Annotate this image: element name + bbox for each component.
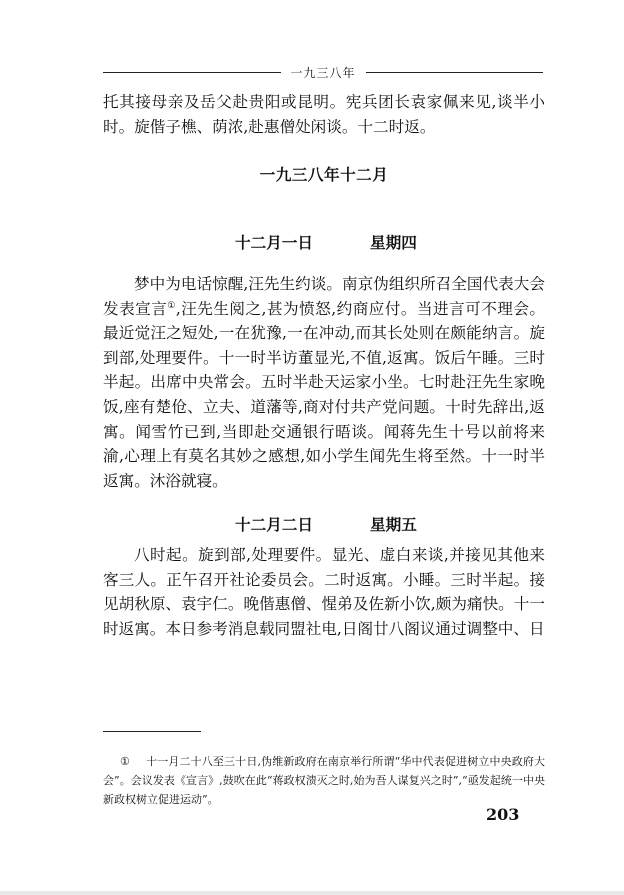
footnote [103, 752, 545, 809]
footnote-ref-1[interactable]: ① [167, 300, 176, 311]
entry-1-weekday: 星期四 [370, 233, 417, 252]
running-header [103, 64, 543, 80]
entry-1-body-part2: ,汪先生阅之,甚为愤怒,约商应付。当进言可不理会。最近觉汪之短处,一在犹豫,一在冲动,而其长处则在颇能纳言。旋到部,处理要件。十一时半访董显光,不值,返寓。饭后午睡。三时半起。出席中央常会。五时半赴天运家小坐。七时赴汪先生家晚饭,座有楚伧、立夫、道藩等,商对付共产党问题。十时先辞出,返寓。闻雪竹已到,当即赴交通银行晤谈。闻蒋先生十号以前将来渝,心理上有莫名其妙之感想,如小学生闻先生将至然。十一时半返寓。沐浴就寝。 [103, 299, 545, 490]
footnote-marker: ① [120, 755, 130, 768]
footnote-text: 十一月二十八至三十日,伪维新政府在南京举行所谓“华中代表促进树立中央政府大会”。会议发表《宣言》,鼓吹在此“蒋政权溃灭之时,始为吾人谋复兴之时”,“亟发起统一中央新政权树立促进运动”。 [103, 755, 545, 806]
header-rule-left [103, 72, 281, 73]
entry-2-weekday: 星期五 [370, 515, 417, 534]
page-number: 203 [486, 805, 520, 824]
month-heading: 一九三八年十二月 [259, 165, 389, 184]
running-title: 一九三八年 [290, 65, 356, 80]
entry-1-body-part1: 梦中为电话惊醒,汪先生约谈。南京伪组织所召全国代表大会发表宣言 [103, 275, 545, 318]
entry-1-date: 十二月一日 [235, 233, 313, 252]
entry-2-date: 十二月二日 [235, 515, 313, 534]
opening-paragraph: 托其接母亲及岳父赴贵阳或昆明。宪兵团长袁家佩来见,谈半小时。旋偕子樵、荫浓,赴惠僧处闲谈。十二时返。 [103, 93, 545, 136]
entry-1-body [103, 272, 545, 493]
bottom-edge [0, 891, 624, 895]
entry-2-body: 八时起。旋到部,处理要件。显光、虚白来谈,并接见其他来客三人。正午召开社论委员会。二时返寓。小睡。三时半起。接见胡秋原、袁宇仁。晚偕惠僧、惺弟及佐新小饮,颇为痛快。十一时返寓。本日参考消息载同盟社电,日阁廿八阁议通过调整中、日 [103, 546, 545, 638]
footnote-rule [103, 731, 201, 732]
header-rule-right [366, 72, 544, 73]
